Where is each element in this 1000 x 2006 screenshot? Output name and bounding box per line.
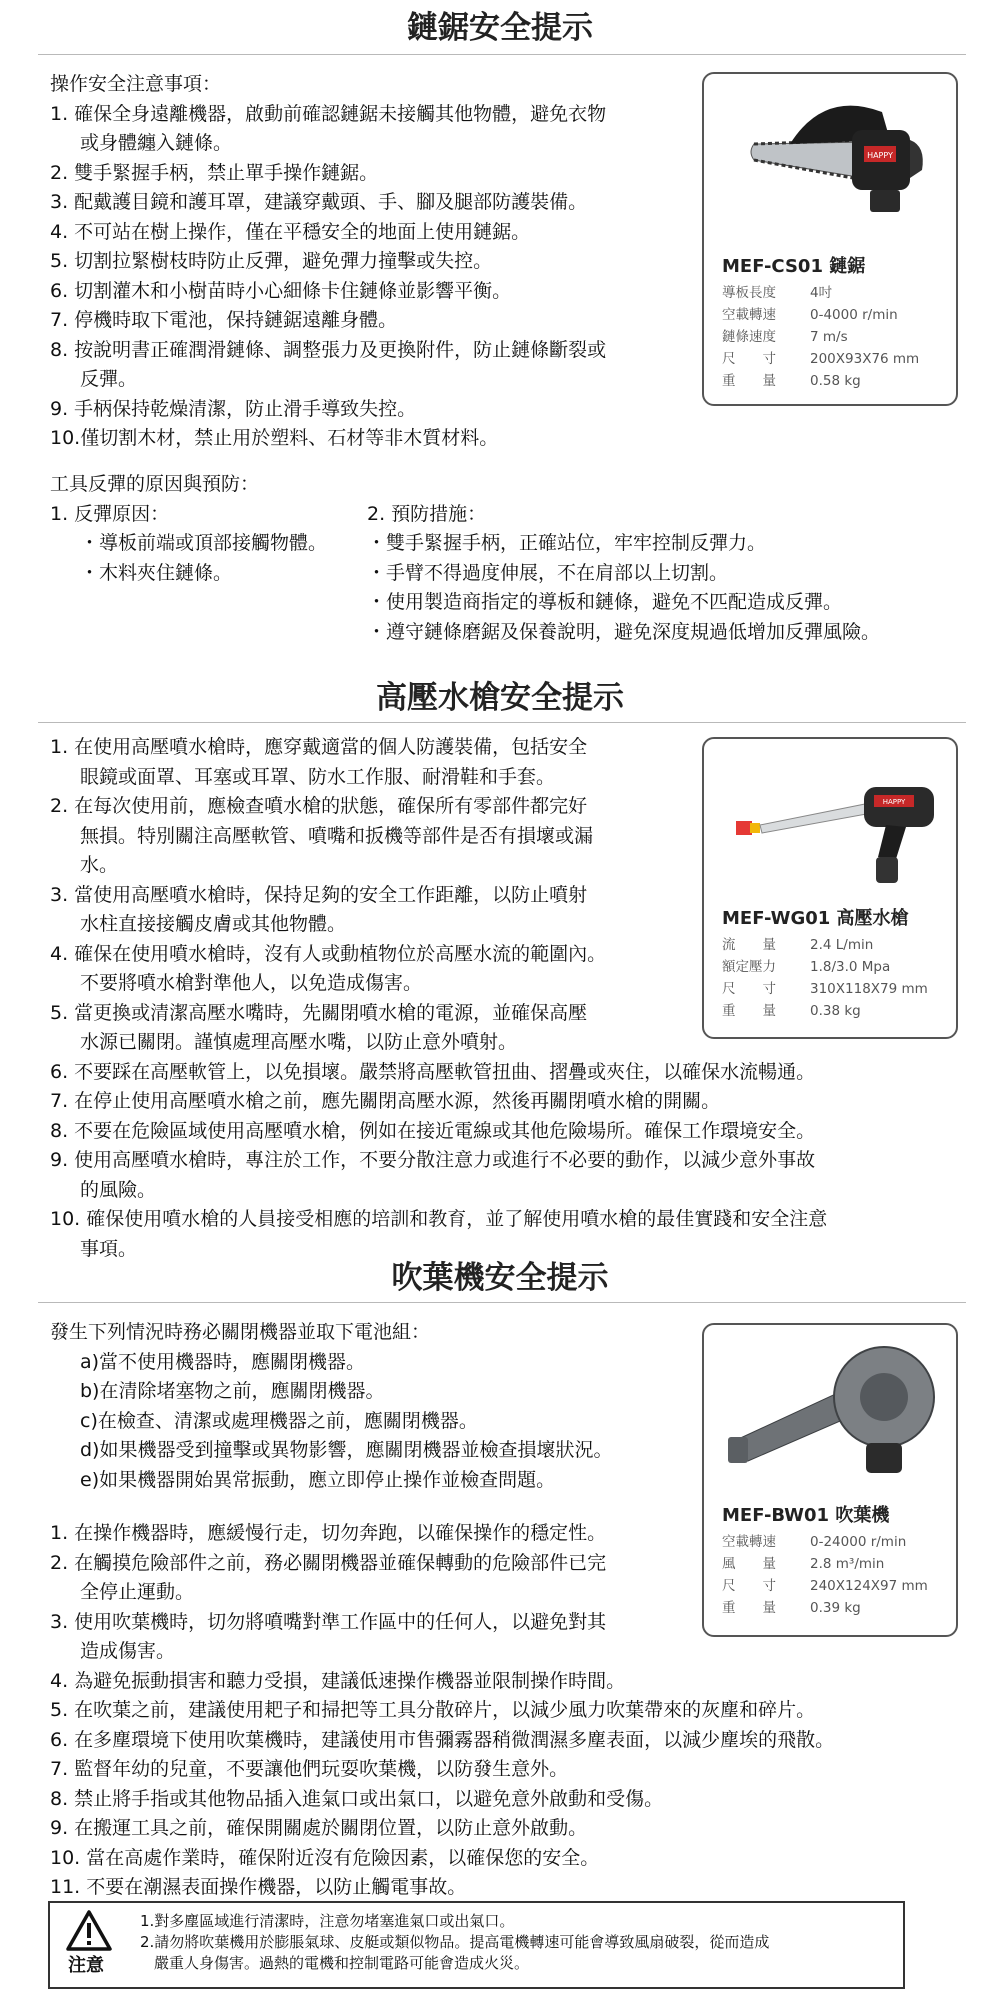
rule-line: 3. 配戴護目鏡和護耳罩，建議穿戴頭、手、腳及腿部防護裝備。	[50, 191, 588, 213]
rule-line: 1. 確保全身遠離機器，啟動前確認鏈鋸未接觸其他物體，避免衣物	[50, 102, 607, 125]
prevention-item: ・使用製造商指定的導板和鏈條，避免不匹配造成反彈。	[367, 591, 843, 613]
rule-line: 8. 按說明書正確潤滑鏈條、調整張力及更換附件，防止鏈條斷裂或	[50, 338, 607, 361]
rule-line: 5. 切割拉緊樹枝時防止反彈，避免彈力撞擊或失控。	[50, 250, 493, 272]
rule-item	[50, 247, 606, 277]
spec-value: 200X93X76 mm	[810, 351, 920, 367]
spec-row	[722, 934, 928, 956]
spec-key: 空載轉速	[722, 1534, 776, 1550]
rule-line: 10.僅切割木材，禁止用於塑料、石材等非木質材料。	[50, 427, 499, 449]
rule-line: 9. 手柄保持乾燥清潔，防止滑手導致失控。	[50, 397, 417, 420]
rule-item	[50, 1146, 827, 1205]
washer-gun-image	[714, 747, 946, 897]
blower-spec-card	[702, 1323, 958, 1637]
prevention-block	[367, 500, 880, 648]
spec-value: 1.8/3.0 Mpa	[810, 959, 891, 975]
spec-value: 310X118X79 mm	[810, 981, 928, 997]
rule-item	[50, 1755, 834, 1785]
rule-item	[50, 1696, 834, 1726]
spec-value: 0-4000 r/min	[810, 307, 898, 323]
condition-item: b)在清除堵塞物之前，應關閉機器。	[80, 1380, 385, 1402]
rule-line: 9. 在搬運工具之前，確保開關處於關閉位置，以防止意外啟動。	[50, 1817, 588, 1839]
prevention-item: ・雙手緊握手柄，正確站位，牢牢控制反彈力。	[367, 532, 767, 554]
chainsaw-spec-card	[702, 72, 958, 406]
rule-item	[50, 1058, 827, 1088]
blower-intro-heading: 發生下列情況時務必關閉機器並取下電池組：	[50, 1321, 431, 1343]
rule-line: 7. 停機時取下電池，保持鏈鋸遠離身體。	[50, 309, 398, 331]
spec-key: 導板長度	[722, 285, 776, 301]
rule-line: 2. 在觸摸危險部件之前，務必關閉機器並確保轉動的危險部件已完	[50, 1551, 607, 1574]
rule-line: 4. 不可站在樹上操作，僅在平穩安全的地面上使用鏈鋸。	[50, 220, 531, 243]
spec-key: 重 量	[722, 373, 776, 389]
blower-model-name: MEF-BW01 吹葉機	[722, 1505, 890, 1526]
rule-line: 全停止運動。	[80, 1581, 195, 1603]
rule-item	[50, 1726, 834, 1756]
rule-line: 眼鏡或面罩、耳塞或耳罩、防水工作服、耐滑鞋和手套。	[80, 765, 556, 788]
condition-item: e)如果機器開始異常振動，應立即停止操作並檢查問題。	[80, 1468, 556, 1491]
rule-line: 5. 在吹葉之前，建議使用耙子和掃把等工具分散碎片，以減少風力吹葉帶來的灰塵和碎片。	[50, 1699, 816, 1721]
spec-row	[722, 304, 919, 326]
spec-key: 額定壓力	[722, 959, 776, 975]
rule-item	[50, 188, 606, 218]
rule-item	[50, 277, 606, 307]
chainsaw-section-title: 鏈鋸安全提示	[407, 10, 593, 46]
spec-value: 0.58 kg	[810, 373, 861, 389]
spec-row	[722, 282, 919, 304]
rule-line: 7. 監督年幼的兒童，不要讓他們玩耍吹葉機，以防發生意外。	[50, 1758, 569, 1780]
washer-model-name: MEF-WG01 高壓水槍	[722, 908, 909, 929]
spec-value: 2.8 m³/min	[810, 1556, 885, 1572]
rule-line: 水源已關閉。謹慎處理高壓水嘴，以防止意外噴射。	[80, 1031, 518, 1053]
kickback-heading: 工具反彈的原因與預防：	[50, 473, 260, 495]
rule-item	[50, 306, 606, 336]
rule-item	[50, 1814, 834, 1844]
rule-line: 的風險。	[80, 1178, 157, 1201]
chainsaw-spec-list	[722, 282, 919, 392]
spec-key: 重 量	[722, 1600, 776, 1616]
spec-value: 0.39 kg	[810, 1600, 861, 1616]
spec-row	[722, 1575, 928, 1597]
rule-line: 3. 使用吹葉機時，切勿將噴嘴對準工作區中的任何人，以避免對其	[50, 1610, 607, 1633]
rule-item	[50, 100, 606, 159]
spec-value: 240X124X97 mm	[810, 1578, 928, 1594]
rule-line: 6. 切割灌木和小樹苗時小心細條卡住鏈條並影響平衡。	[50, 279, 512, 302]
cause-item: ・導板前端或頂部接觸物體。	[80, 532, 328, 554]
chainsaw-title-rule	[38, 54, 966, 55]
rule-line: 或身體纏入鏈條。	[80, 132, 233, 154]
rule-line: 10. 確保使用噴水槍的人員接受相應的培訓和教育，並了解使用噴水槍的最佳實踐和安全注意	[50, 1208, 828, 1230]
spec-value: 0-24000 r/min	[810, 1534, 907, 1550]
blower-title-rule	[38, 1302, 966, 1303]
washer-title-rule	[38, 722, 966, 723]
washer-spec-card	[702, 737, 958, 1039]
rule-item	[50, 395, 606, 425]
rule-item	[50, 1117, 827, 1147]
spec-key: 流 量	[722, 937, 776, 953]
rule-item	[50, 336, 606, 395]
spec-key: 尺 寸	[722, 351, 776, 367]
condition-item: d)如果機器受到撞擊或異物影響，應關閉機器並檢查損壞狀況。	[80, 1439, 613, 1461]
notice-line: 1.對多塵區域進行清潔時，注意勿堵塞進氣口或出氣口。	[140, 1912, 515, 1930]
rule-line: 事項。	[80, 1237, 138, 1260]
chainsaw-rules-block	[50, 70, 606, 454]
rule-line: 4. 為避免振動損害和聽力受損，建議低速操作機器並限制操作時間。	[50, 1669, 626, 1692]
notice-box	[48, 1901, 905, 1989]
rule-line: 11. 不要在潮濕表面操作機器，以防止觸電事故。	[50, 1876, 467, 1898]
rule-line: 10. 當在高處作業時，確保附近沒有危險因素，以確保您的安全。	[50, 1846, 600, 1869]
condition-item: c)在檢查、清潔或處理機器之前，應關閉機器。	[80, 1409, 478, 1432]
washer-section-title: 高壓水槍安全提示	[376, 680, 624, 716]
washer-brand-label: HAPPY	[882, 798, 906, 806]
spec-key: 尺 寸	[722, 981, 776, 997]
rule-line: 8. 禁止將手指或其他物品插入進氣口或出氣口，以避免意外啟動和受傷。	[50, 1787, 664, 1810]
spec-value: 2.4 L/min	[810, 937, 874, 953]
spec-row	[722, 1000, 928, 1022]
spec-row	[722, 978, 928, 1000]
spec-value: 0.38 kg	[810, 1003, 861, 1019]
causes-heading: 1. 反彈原因：	[50, 502, 170, 525]
blower-image	[714, 1333, 946, 1483]
warning-triangle-icon	[66, 1909, 112, 1953]
rule-line: 7. 在停止使用高壓噴水槍之前，應先關閉高壓水源，然後再關閉噴水槍的開關。	[50, 1090, 721, 1112]
prevention-item: ・手臂不得過度伸展，不在肩部以上切割。	[367, 561, 729, 584]
rule-line: 8. 不要在危險區域使用高壓噴水槍，例如在接近電線或其他危險場所。確保工作環境安全。	[50, 1119, 816, 1142]
rule-item	[50, 1844, 834, 1874]
rule-item	[50, 424, 606, 454]
rule-line: 2. 雙手緊握手柄，禁止單手操作鏈鋸。	[50, 161, 379, 184]
rule-item	[50, 218, 606, 248]
prevention-heading: 2. 預防措施：	[367, 502, 487, 525]
rule-line: 無損。特別關注高壓軟管、噴嘴和扳機等部件是否有損壞或漏	[80, 824, 594, 847]
rule-line: 水柱直接接觸皮膚或其他物體。	[80, 913, 347, 935]
rule-line: 9. 使用高壓噴水槍時，專注於工作，不要分散注意力或進行不必要的動作，以減少意外事故	[50, 1149, 816, 1171]
chainsaw-image	[714, 82, 946, 232]
rule-line: 1. 在使用高壓噴水槍時，應穿戴適當的個人防護裝備，包括安全	[50, 736, 588, 758]
blower-section-title: 吹葉機安全提示	[391, 1260, 609, 1296]
rule-line: 造成傷害。	[80, 1640, 176, 1662]
rule-item	[50, 159, 606, 189]
prevention-item: ・遵守鏈條磨鋸及保養說明，避免深度規過低增加反彈風險。	[367, 620, 881, 643]
spec-value: 4吋	[810, 285, 833, 301]
chainsaw-intro-heading: 操作安全注意事項：	[50, 73, 222, 95]
notice-text	[140, 1911, 769, 1974]
rule-line: 反彈。	[80, 368, 138, 390]
rule-item	[50, 1087, 827, 1117]
rule-line: 1. 在操作機器時，應緩慢行走，切勿奔跑，以確保操作的穩定性。	[50, 1522, 607, 1544]
rule-line: 4. 確保在使用噴水槍時，沒有人或動植物位於高壓水流的範圍內。	[50, 942, 607, 965]
spec-row	[722, 348, 919, 370]
spec-key: 重 量	[722, 1003, 776, 1019]
spec-row	[722, 1553, 928, 1575]
rule-line: 3. 當使用高壓噴水槍時，保持足夠的安全工作距離，以防止噴射	[50, 883, 588, 906]
cause-item: ・木料夾住鏈條。	[80, 561, 233, 584]
rule-line: 5. 當更換或清潔高壓水嘴時，先關閉噴水槍的電源，並確保高壓	[50, 1001, 588, 1024]
rule-line: 不要將噴水槍對準他人，以免造成傷害。	[80, 972, 423, 994]
chainsaw-model-name: MEF-CS01 鏈鋸	[722, 256, 866, 277]
spec-key: 鏈條速度	[722, 329, 776, 345]
blower-conditions-block	[50, 1318, 612, 1495]
rule-line: 2. 在每次使用前，應檢查噴水槍的狀態，確保所有零部件都完好	[50, 795, 588, 817]
chainsaw-brand-label: HAPPY	[867, 151, 893, 160]
rule-item	[50, 1667, 834, 1697]
spec-row	[722, 1531, 928, 1553]
spec-row	[722, 370, 919, 392]
rule-item	[50, 1785, 834, 1815]
kickback-block	[50, 470, 327, 588]
rule-line: 6. 在多塵環境下使用吹葉機時，建議使用市售彌霧器稍微潤濕多塵表面，以減少塵埃的飛散。	[50, 1728, 835, 1751]
spec-key: 空載轉速	[722, 307, 776, 323]
rule-item	[50, 1873, 834, 1903]
washer-spec-list	[722, 934, 928, 1022]
spec-row	[722, 1597, 928, 1619]
spec-row	[722, 956, 928, 978]
notice-label: 注意	[68, 1955, 104, 1976]
spec-value: 7 m/s	[810, 329, 848, 345]
rule-line: 水。	[80, 854, 119, 876]
spec-row	[722, 326, 919, 348]
spec-key: 尺 寸	[722, 1578, 776, 1594]
rule-item	[50, 1205, 827, 1264]
notice-line: 2.請勿將吹葉機用於膨脹氣球、皮艇或類似物品。提高電機轉速可能會導致風扇破裂，從而造成	[140, 1933, 770, 1951]
notice-line: 嚴重人身傷害。過熱的電機和控制電路可能會造成火災。	[154, 1954, 530, 1972]
blower-spec-list	[722, 1531, 928, 1619]
rule-line: 6. 不要踩在高壓軟管上，以免損壞。嚴禁將高壓軟管扭曲、摺疊或夾住，以確保水流暢通。	[50, 1060, 816, 1083]
spec-key: 風 量	[722, 1556, 776, 1572]
condition-item: a)當不使用機器時，應關閉機器。	[80, 1350, 366, 1373]
